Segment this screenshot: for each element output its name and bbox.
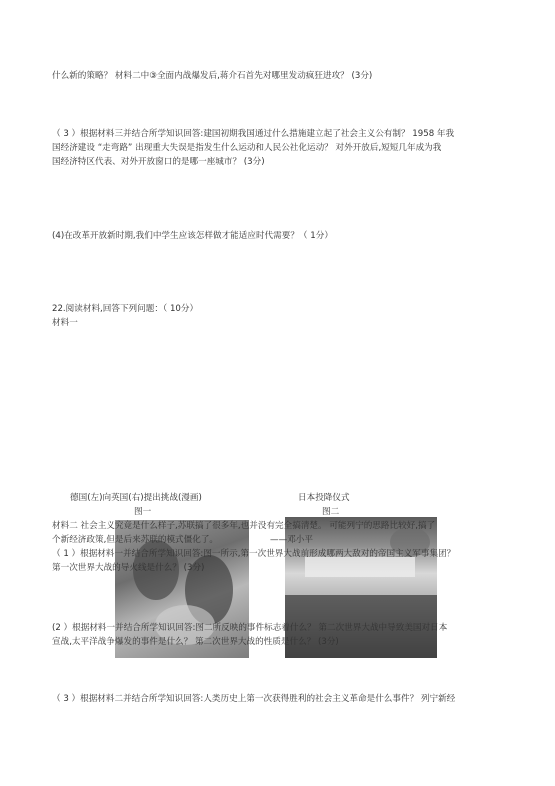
q22-material1-label: 材料一 <box>52 318 78 328</box>
q22-p2-line1: (2 ）根据材料一并结合所学知识回答:图二所反映的事件标志着什么？ 第二次世界大战中导致美国对日本 <box>52 623 448 633</box>
q21-p3-line3: 国经济特区代表、对外开放窗口的是哪一座城市？ (3分) <box>52 157 265 167</box>
q21-line1: 什么新的策略？ 材料二中③全面内战爆发后,蒋介石首先对哪里发动疯狂进攻？ (3分) <box>52 71 373 81</box>
caption-surrender: 日本投降仪式 <box>298 493 350 503</box>
material2-line2: 个新经济政策,但是后来苏联的模式僵化了。 <box>52 535 219 545</box>
q22-p1-line2: 第一次世界大战的导火线是什么？ (3分) <box>52 563 205 573</box>
q21-part4: (4)在改革开放新时期,我们中学生应该怎样做才能适应时代需要？（ 1分） <box>52 231 333 241</box>
material2-author: ——邓小平 <box>270 535 313 545</box>
material2-line1: 材料二 社会主义究竟是什么样子,苏联搞了很多年,也并没有完全搞清楚。 可能列宁的思路比较好,搞了 <box>52 521 436 531</box>
q21-p3-line1: （ 3 ）根据材料三并结合所学知识回答:建国初期我国通过什么措施建立起了社会主义公有制？ 1958 年我 <box>52 129 455 139</box>
q22-title: 22.阅读材料,回答下列问题：（ 10分） <box>52 304 199 314</box>
q21-p3-line2: 国经济建设 “走弯路” 出现重大失误是指发生什么运动和人民公社化运动？ 对外开放后,短短几年成为我 <box>52 143 442 153</box>
figure-2-label: 图二 <box>322 507 340 517</box>
caption-cartoon: 德国(左)向英国(右)提出挑战(漫画) <box>70 493 202 503</box>
q22-p1-line1: （ 1 ）根据材料一并结合所学知识回答:图一所示,第一次世界大战前形成哪两大敌对的帝国主义军事集团？ <box>52 549 456 559</box>
q22-part3: （ 3 ）根据材料二并结合所学知识回答:人类历史上第一次获得胜利的社会主义革命是什么事件？ 列宁新经 <box>52 694 456 704</box>
figure-1-label: 图一 <box>134 507 152 517</box>
q22-p2-line2: 宣战,太平洋战争爆发的事件是什么？ 第二次世界大战的性质是什么？ (3分) <box>52 637 339 647</box>
